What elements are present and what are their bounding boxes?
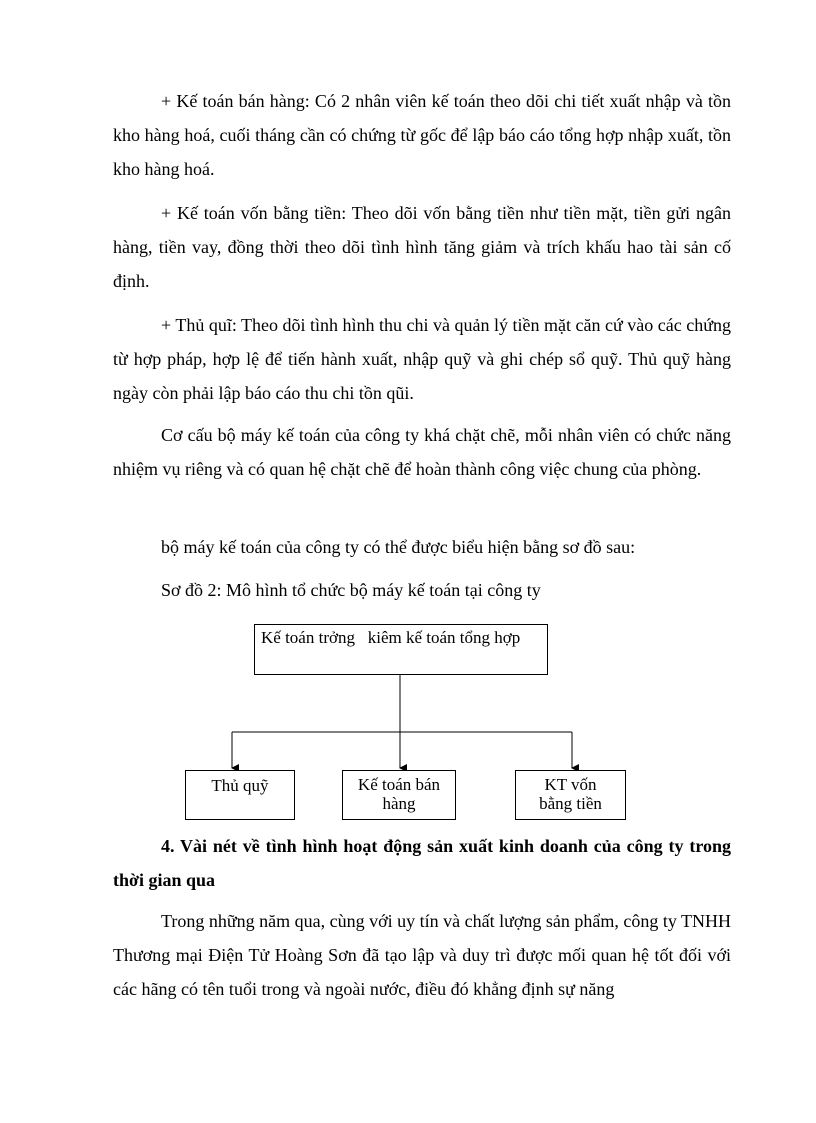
paragraph-cash-accountant: + Kế toán vốn bằng tiền: Theo dõi vốn bằng tiền như tiền mặt, tiền gửi ngân hàng, tiền vay, đồng thời theo dõi tình hình tăng giảm và trích khấu hao tài sản cố định. <box>113 203 731 291</box>
paragraph-diagram-intro: bộ máy kế toán của công ty có thể được biểu hiện bằng sơ đồ sau: <box>161 537 636 557</box>
paragraph-sales-accountant: + Kế toán bán hàng: Có 2 nhân viên kế toán theo dõi chi tiết xuất nhập và tồn kho hàng hoá, cuối tháng cần có chứng từ gốc để lập báo cáo tổng hợp nhập xuất, tồn kho hàng hoá. <box>113 91 731 179</box>
paragraph-structure: Cơ cấu bộ máy kế toán của công ty khá chặt chẽ, mỗi nhân viên có chức năng nhiệm vụ riêng và có quan hệ chặt chẽ để hoàn thành công việc chung của phòng. <box>113 425 731 479</box>
diagram-caption: Sơ đồ 2: Mô hình tổ chức bộ máy kế toán tại công ty <box>161 580 541 600</box>
section-4-heading: 4. Vài nét về tình hình hoạt động sản xuất kinh doanh của công ty trong thời gian qua <box>113 836 731 890</box>
box-sales-accountant <box>342 770 456 820</box>
box-chief-accountant-label: Kế toán trởng kiêm kế toán tổng hợp <box>261 628 521 647</box>
box-cash-line1: KT vốn <box>544 775 597 794</box>
paragraph-treasurer: + Thủ quĩ: Theo dõi tình hình thu chi và quản lý tiền mặt căn cứ vào các chứng từ hợp pháp, hợp lệ để tiến hành xuất, nhập quỹ và ghi chép sổ quỹ. Thủ quỹ hàng ngày còn phải lập báo cáo thu chi tồn qũi. <box>113 315 731 403</box>
box-treasurer <box>185 770 295 820</box>
box-treasurer-label: Thủ quỹ <box>211 776 269 795</box>
box-cash-line2: bằng tiền <box>539 794 602 813</box>
section-4-body: Trong những năm qua, cùng với uy tín và chất lượng sản phẩm, công ty TNHH Thương mại Điện Tử Hoàng Sơn đã tạo lập và duy trì được mối quan hệ tốt đối với các hãng có tên tuổi trong và ngoài nước, điều đó khẳng định sự năng <box>113 911 731 999</box>
box-sales-line2: hàng <box>382 794 416 813</box>
box-sales-line1: Kế toán bán <box>357 775 441 794</box>
box-cash-accountant <box>515 770 626 820</box>
box-chief-accountant <box>254 624 548 675</box>
